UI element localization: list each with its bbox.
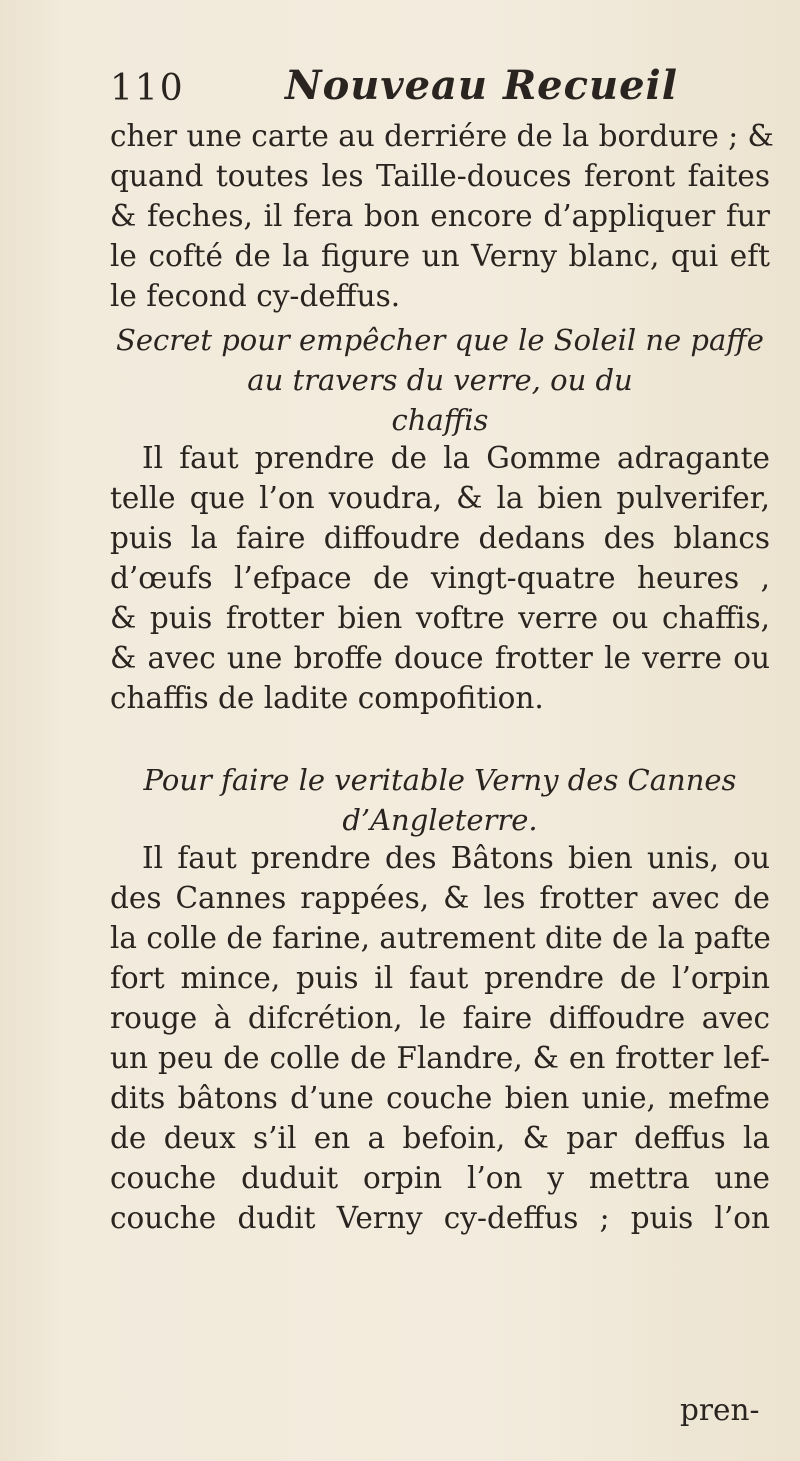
text-line: couche duduit orpin l’on y mettra une (110, 1161, 770, 1195)
text-line: cher une carte au derriére de la bordure ; & (110, 119, 774, 153)
text-line: chaffis de ladite compofition. (110, 681, 544, 715)
text-line: & feches, il fera bon encore d’appliquer fur (110, 199, 770, 233)
paragraph-3 (110, 838, 770, 1238)
text-line: Il faut prendre des Bâtons bien unis, ou (142, 841, 770, 875)
heading-line: d’Angleterre. (342, 803, 538, 837)
text-line: un peu de colle de Flandre, & en frotter lef- (110, 1041, 770, 1075)
text-line: de deux s’il en a befoin, & par deffus la (110, 1121, 770, 1155)
text-line: couche dudit Verny cy-deffus ; puis l’on (110, 1201, 770, 1235)
page-number: 110 (110, 68, 185, 109)
section-heading-2 (110, 760, 770, 840)
page-header (110, 62, 750, 114)
text-line: la colle de farine, autrement dite de la pafte (110, 921, 771, 955)
catchword: pren- (680, 1393, 760, 1427)
text-line: le cofté de la figure un Verny blanc, qui eft (110, 239, 770, 273)
text-line: des Cannes rappées, & les frotter avec de (110, 881, 770, 915)
text-line: Il faut prendre de la Gomme adragante (142, 441, 770, 475)
text-line: rouge à difcrétion, le faire diffoudre avec (110, 1001, 770, 1035)
text-line: & avec une broffe douce frotter le verre ou (110, 641, 770, 675)
paragraph-1 (110, 116, 774, 316)
text-line: & puis frotter bien voftre verre ou chaffis, (110, 601, 770, 635)
paragraph-2 (110, 438, 770, 718)
text-line: puis la faire diffoudre dedans des blancs (110, 521, 770, 555)
heading-line: chaffis (391, 403, 489, 437)
heading-line: au travers du verre, ou du (247, 363, 633, 397)
heading-line: Secret pour empêcher que le Soleil ne paffe (116, 323, 764, 357)
text-line: d’œufs l’efpace de vingt-quatre heures , (110, 561, 770, 595)
running-title: Nouveau Recueil (285, 62, 678, 109)
heading-line: Pour faire le veritable Verny des Cannes (143, 763, 737, 797)
text-line: fort mince, puis il faut prendre de l’orpin (110, 961, 770, 995)
text-line: dits bâtons d’une couche bien unie, mefme (110, 1081, 770, 1115)
text-line: le fecond cy-deffus. (110, 279, 401, 313)
section-heading-1 (110, 320, 770, 440)
text-line: telle que l’on voudra, & la bien pulverifer, (110, 481, 770, 515)
text-line: quand toutes les Taille-douces feront faites (110, 159, 770, 193)
